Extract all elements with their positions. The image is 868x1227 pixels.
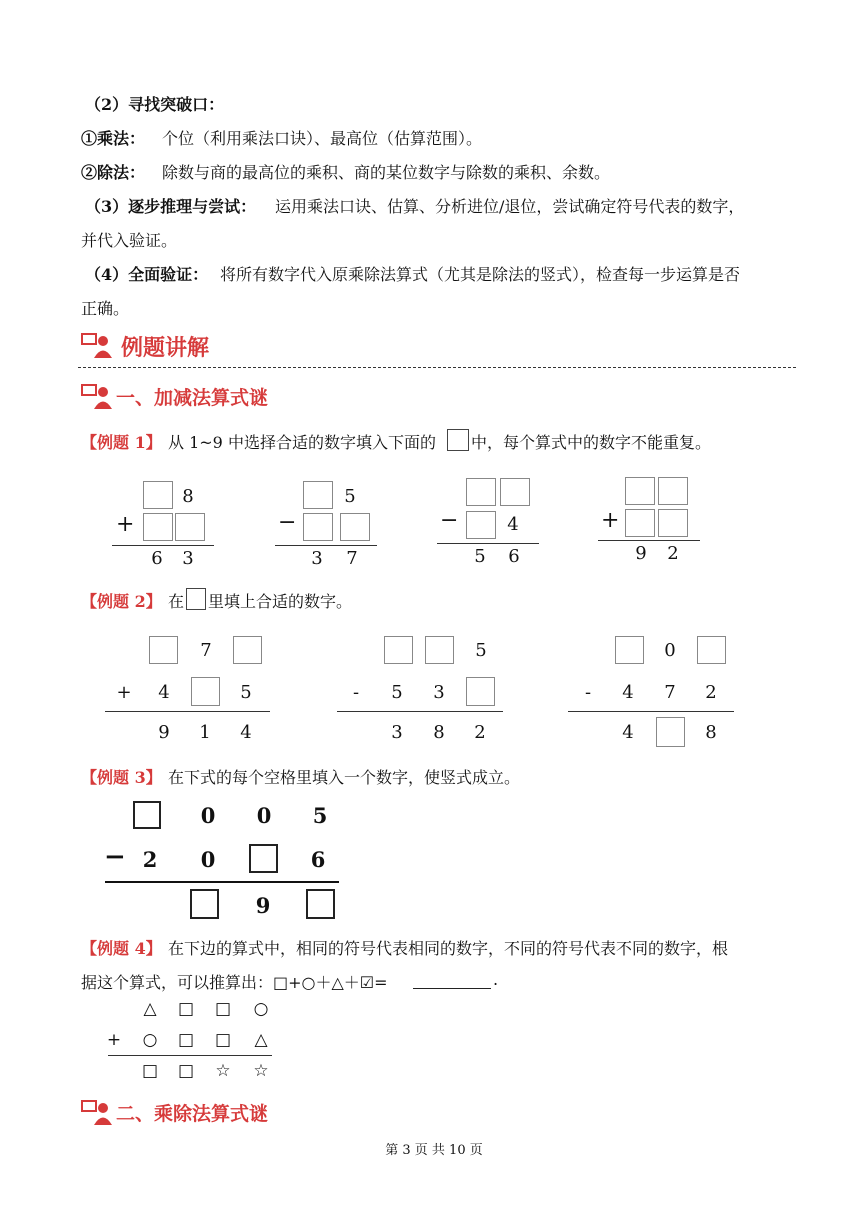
divide-label: ②除法： — [81, 163, 146, 182]
triangle-symbol: △ — [254, 1030, 268, 1050]
blank-box[interactable] — [306, 889, 335, 919]
teacher-icon — [80, 1098, 114, 1126]
example2-label: 【例题 2】 — [81, 592, 162, 611]
sum-line — [337, 711, 503, 712]
teacher-icon — [80, 331, 114, 359]
step3-text: 运用乘法口诀、估算、分析进位/退位，尝试确定符号代表的数字， — [275, 197, 745, 216]
blank-box[interactable] — [191, 677, 220, 706]
multiply-label: ①乘法： — [81, 129, 146, 148]
page-footer: 第 3 页 共 10 页 — [385, 1143, 483, 1158]
blank-box[interactable] — [143, 513, 173, 541]
digit: 2 — [142, 847, 158, 872]
sum-line — [568, 711, 734, 712]
minus-sign: - — [352, 682, 360, 703]
digit: 5 — [240, 682, 252, 703]
result-digit: 9 — [255, 893, 271, 918]
minus-sign: - — [584, 682, 592, 703]
result-digit: 7 — [346, 548, 358, 569]
blank-box[interactable] — [658, 509, 688, 537]
circle-symbol: ○ — [253, 999, 269, 1019]
example3-label: 【例题 3】 — [81, 768, 162, 787]
dashed-divider — [78, 367, 796, 368]
step4-text-2: 正确。 — [81, 299, 130, 318]
result-digit: 4 — [240, 722, 252, 743]
example4-label: 【例题 4】 — [81, 939, 162, 958]
blank-box[interactable] — [384, 636, 413, 664]
sum-line — [275, 545, 377, 546]
digit: 7 — [664, 682, 676, 703]
section-example-title: 例题讲解 — [121, 335, 210, 361]
triangle-symbol: △ — [143, 999, 157, 1019]
blank-box[interactable] — [466, 677, 495, 706]
digit: 4 — [622, 682, 634, 703]
example4-text-end: . — [493, 970, 499, 989]
example4-text-2: 据这个算式，可以推算出：□+○＋△＋☑= — [81, 973, 388, 992]
digit: 0 — [664, 640, 676, 661]
result-digit: 9 — [158, 722, 170, 743]
example4-text: 在下边的算式中，相同的符号代表相同的数字，不同的符号代表不同的数字，根 — [168, 939, 729, 958]
sum-line — [108, 1055, 272, 1056]
blank-box[interactable] — [303, 513, 333, 541]
blank-box[interactable] — [615, 636, 644, 664]
square-symbol: □ — [177, 1030, 195, 1050]
digit: 4 — [158, 682, 170, 703]
example1-text-b: 中，每个算式中的数字不能重复。 — [471, 433, 712, 452]
square-symbol: □ — [214, 999, 232, 1019]
result-digit: 5 — [474, 546, 486, 567]
blank-box[interactable] — [425, 636, 454, 664]
blank-box[interactable] — [500, 478, 530, 506]
example1-label: 【例题 1】 — [81, 433, 162, 452]
section-one-title: 一、加减法算式谜 — [116, 387, 269, 409]
blank-box[interactable] — [303, 481, 333, 509]
step2-title: （2）寻找突破口： — [85, 95, 225, 114]
result-digit: 4 — [622, 722, 634, 743]
result-digit: 3 — [182, 548, 194, 569]
multiply-text: 个位（利用乘法口诀）、最高位（估算范围）。 — [162, 129, 483, 148]
digit: 8 — [182, 486, 194, 507]
blank-box[interactable] — [625, 477, 655, 505]
result-digit: 3 — [391, 722, 403, 743]
digit: 3 — [433, 682, 445, 703]
section-two-title: 二、乘除法算式谜 — [116, 1103, 269, 1125]
sum-line — [105, 711, 270, 712]
sum-line — [105, 881, 339, 883]
result-digit: 6 — [151, 548, 163, 569]
answer-blank[interactable] — [413, 988, 491, 989]
square-symbol: □ — [141, 1061, 159, 1081]
plus-sign: + — [116, 682, 132, 703]
blank-box[interactable] — [233, 636, 262, 664]
blank-box[interactable] — [190, 889, 219, 919]
example2-text-a: 在 — [168, 592, 185, 611]
plus-sign: + — [106, 1030, 122, 1050]
step4-text: 将所有数字代入原乘除法算式（尤其是除法的竖式），检查每一步运算是否 — [220, 265, 741, 284]
star-symbol: ☆ — [215, 1061, 231, 1081]
example2-text-b: 里填上合适的数字。 — [208, 592, 353, 611]
blank-box[interactable] — [466, 478, 496, 506]
sum-line — [112, 545, 214, 546]
minus-sign: − — [440, 508, 459, 533]
blank-box[interactable] — [175, 513, 205, 541]
blank-box[interactable] — [340, 513, 370, 541]
digit: 5 — [344, 486, 356, 507]
blank-box[interactable] — [466, 511, 496, 539]
step3-title: （3）逐步推理与尝试： — [85, 197, 257, 216]
digit: 0 — [200, 803, 216, 828]
result-digit: 9 — [635, 543, 647, 564]
digit: 5 — [312, 803, 328, 828]
example1-text-a: 从 1~9 中选择合适的数字填入下面的 — [168, 433, 436, 452]
digit: 5 — [391, 682, 403, 703]
sum-line — [598, 540, 700, 541]
square-symbol: □ — [214, 1030, 232, 1050]
divide-text: 除数与商的最高位的乘积、商的某位数字与除数的乘积、余数。 — [162, 163, 611, 182]
blank-box[interactable] — [625, 509, 655, 537]
square-symbol: □ — [177, 999, 195, 1019]
blank-box-inline — [186, 588, 206, 610]
digit: 0 — [200, 847, 216, 872]
blank-box[interactable] — [143, 481, 173, 509]
result-digit: 3 — [311, 548, 323, 569]
teacher-icon — [80, 382, 114, 410]
result-digit: 2 — [474, 722, 486, 743]
minus-sign: − — [278, 510, 297, 535]
circle-symbol: ○ — [142, 1030, 158, 1050]
blank-box[interactable] — [697, 636, 726, 664]
result-digit: 8 — [705, 722, 717, 743]
blank-box-inline — [447, 429, 469, 451]
result-digit: 8 — [433, 722, 445, 743]
sum-line — [437, 543, 539, 544]
blank-box[interactable] — [658, 477, 688, 505]
example3-text: 在下式的每个空格里填入一个数字，使竖式成立。 — [168, 768, 521, 787]
plus-sign: + — [601, 508, 620, 533]
digit: 2 — [705, 682, 717, 703]
digit: 5 — [475, 640, 487, 661]
blank-box[interactable] — [249, 844, 278, 873]
digit: 0 — [256, 803, 272, 828]
result-digit: 1 — [199, 722, 211, 743]
star-symbol: ☆ — [253, 1061, 269, 1081]
blank-box[interactable] — [656, 717, 685, 747]
result-digit: 2 — [667, 543, 679, 564]
digit: 6 — [310, 847, 326, 872]
blank-box[interactable] — [133, 801, 161, 829]
minus-sign: − — [104, 842, 126, 872]
result-digit: 6 — [508, 546, 520, 567]
plus-sign: + — [116, 512, 135, 537]
step4-title: （4）全面验证： — [85, 265, 209, 284]
digit: 4 — [507, 514, 519, 535]
step3-text-2: 并代入验证。 — [81, 231, 178, 250]
square-symbol: □ — [177, 1061, 195, 1081]
blank-box[interactable] — [149, 636, 178, 664]
digit: 7 — [200, 640, 212, 661]
